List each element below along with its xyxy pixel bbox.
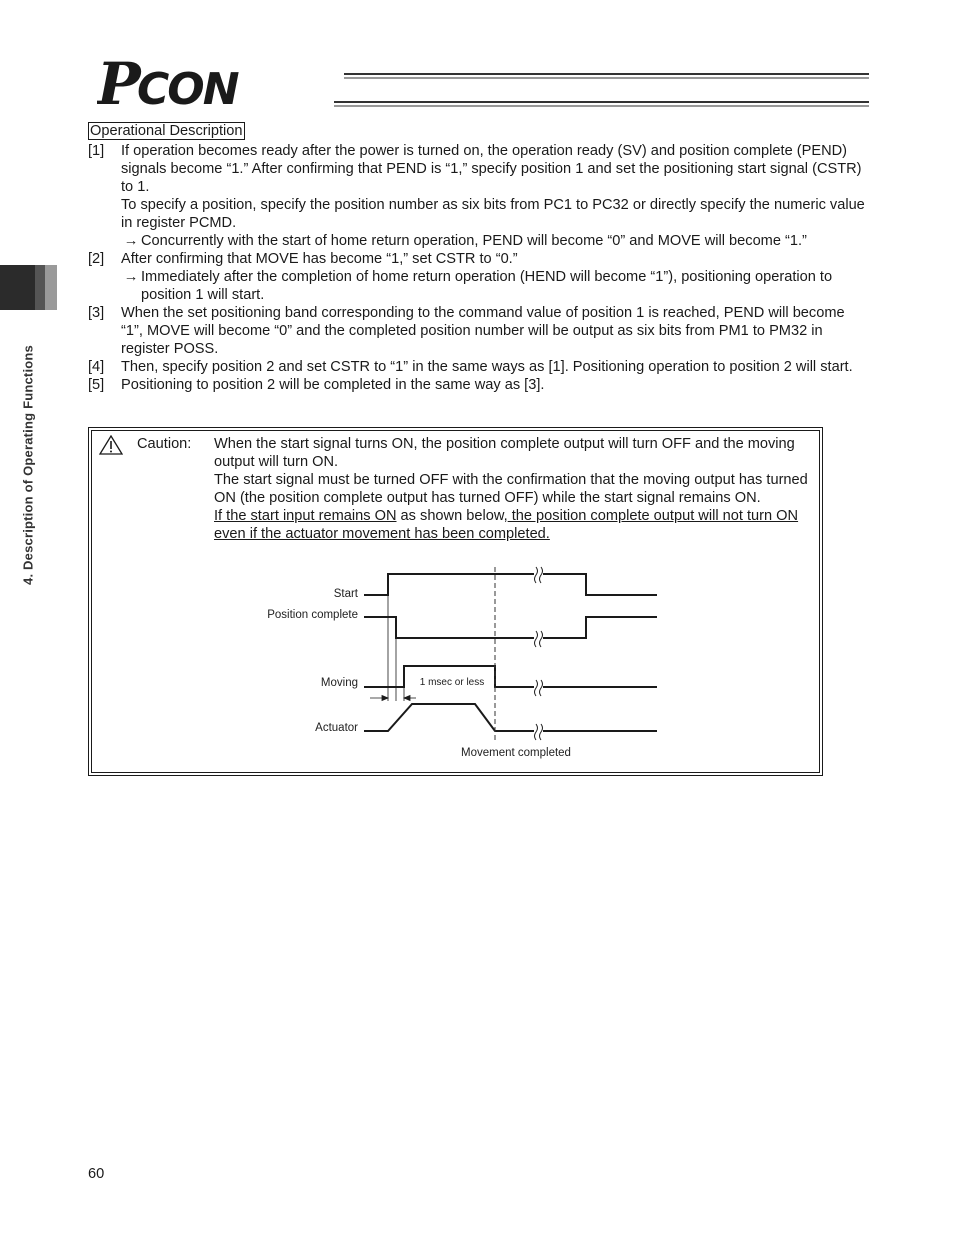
list-item: [1] If operation becomes ready after the power is turned on, the operation ready (SV) and position complete (PEND) signals become “1.” After confirming that PEND is “1,” specify position 1 and set the positioning start signal (CSTR) to 1. To specify a position, specify the position number as six bits from PC1 to PC32 or directly specify the numeric value in register PCMD. → Concurrently with the start of home return operation, PEND will become “0” and MOVE will become “1.” [88,143,865,249]
position-complete-line-2 [543,617,657,638]
svg-text:P: P [97,58,141,108]
timing-chart [92,431,819,772]
timing-annotation: 1 msec or less [419,677,485,688]
caution-label: Caution: [137,436,192,452]
caution-box [91,430,820,773]
break-mark [535,680,543,696]
list-item: [5] Positioning to position 2 will be completed in the same way as [3]. [88,377,545,393]
arrow-icon: → [123,233,139,249]
signal-label-moving: Moving [320,677,358,689]
svg-text:CON: CON [137,64,238,108]
break-mark [535,567,543,583]
timing-caption: Movement completed [461,747,571,759]
break-mark [535,724,543,740]
section-title: Operational Description [90,123,243,139]
arrow-icon: → [123,269,139,285]
chapter-tab [0,265,57,310]
break-mark [535,631,543,647]
list-item: [2] After confirming that MOVE has become “1,” set CSTR to “0.” → Immediately after the completion of home return operation (HEND will become “1”), positioning operation to position 1 will start. [88,251,833,303]
actuator-profile-line [364,704,534,731]
operational-description [88,122,870,394]
list-item: [4] Then, specify position 2 and set CSTR to “1” in the same ways as [1]. Positioning operation to position 2 will start. [88,359,853,375]
pcon-logo [97,58,872,108]
signal-label-actuator: Actuator [315,722,358,734]
chapter-label: 4. Description of Operating Functions [20,345,36,585]
position-complete-line [364,617,534,638]
page-number: 60 [88,1166,105,1182]
start-signal-line-2 [543,574,657,595]
signal-label-position-complete: Position complete [267,609,358,621]
list-item: [3] When the set positioning band corresponding to the command value of position 1 is reached, PEND will become “1”, MOVE will become “0” and the completed position number will be output as six bits from PM1 to PM32 in register POSS. [88,305,845,357]
caution-text: When the start signal turns ON, the position complete output will turn OFF and the moving output will turn ON. The start signal must be turned OFF with the confirmation that the moving output has turned ON (the position complete output has turned OFF) while the start signal remains ON. If the start input remains ON as shown below, the position complete output will not turn ON even if the actuator movement has been completed. [214,436,808,542]
start-signal-line [364,574,534,595]
signal-label-start: Start [333,588,358,600]
